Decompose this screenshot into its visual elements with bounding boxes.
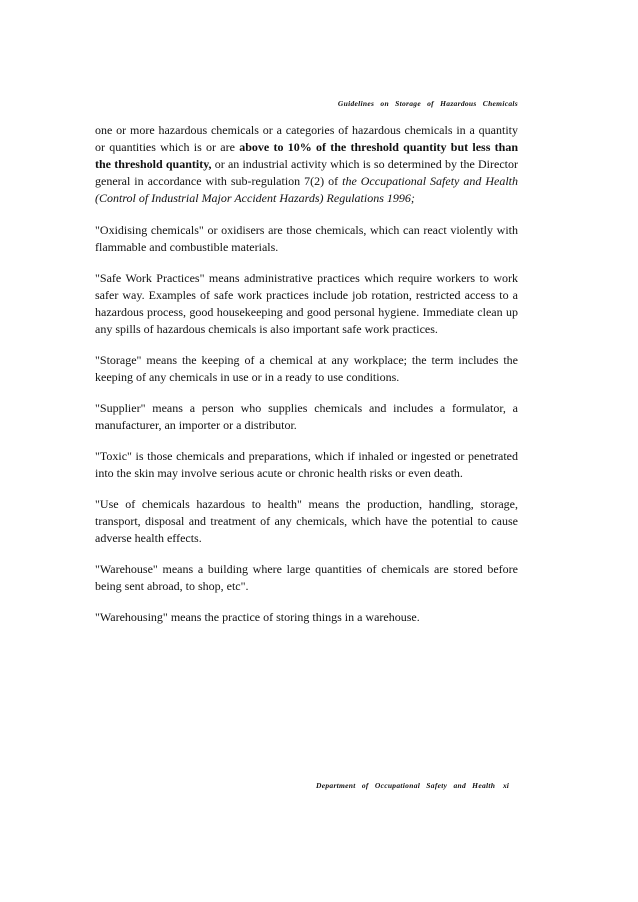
intro-text-continued: or an industrial activity which is so determined by the Director general in accordance with sub-regulation 7(2) of bbox=[95, 157, 518, 188]
definition-warehouse: "Warehouse" means a building where large quantities of chemicals are stored before being sent abroad, to shop, etc". bbox=[95, 562, 518, 593]
definition-toxic: "Toxic" is those chemicals and preparations, which if inhaled or ingested or penetrated into the skin may involve serious acute or chronic health risks or even death. bbox=[95, 449, 518, 480]
running-header: Guidelines on Storage of Hazardous Chemicals bbox=[337, 99, 518, 108]
intro-text: one or more hazardous chemicals or a categories of hazardous chemicals in a quantity or quantities which is or are bbox=[95, 123, 518, 154]
intro-paragraph bbox=[95, 122, 518, 207]
definition-supplier: "Supplier" means a person who supplies chemicals and includes a formulator, a manufacturer, an importer or a distributor. bbox=[95, 401, 518, 432]
definition-oxidising-chemicals: "Oxidising chemicals" or oxidisers are those chemicals, which can react violently with flammable and combustible materials. bbox=[95, 223, 518, 254]
definition-safe-work-practices: "Safe Work Practices" means administrative practices which require workers to work safer way. Examples of safe work practices include job rotation, restricted access to a hazardous process, good housekeeping and good personal hygiene. Immediate clean up any spills of hazardous chemicals is also important safe work practices. bbox=[95, 271, 518, 336]
definition-warehousing: "Warehousing" means the practice of storing things in a warehouse. bbox=[95, 610, 420, 624]
regulation-citation: the Occupational Safety and Health (Control of Industrial Major Accident Hazards) Regulations 1996; bbox=[95, 174, 518, 205]
page-number: xi bbox=[503, 781, 509, 790]
definition-storage: "Storage" means the keeping of a chemical at any workplace; the term includes the keeping of any chemicals in use or in a ready to use conditions. bbox=[95, 353, 518, 384]
running-footer: Department of Occupational Safety and Health bbox=[316, 781, 496, 790]
definition-use-of-chemicals: "Use of chemicals hazardous to health" means the production, handling, storage, transport, disposal and treatment of any chemicals, which have the potential to cause adverse health effects. bbox=[95, 497, 518, 545]
body-text bbox=[95, 122, 518, 640]
intro-bold-text: above to 10% of the threshold quantity but less than the threshold quantity, bbox=[95, 140, 518, 171]
